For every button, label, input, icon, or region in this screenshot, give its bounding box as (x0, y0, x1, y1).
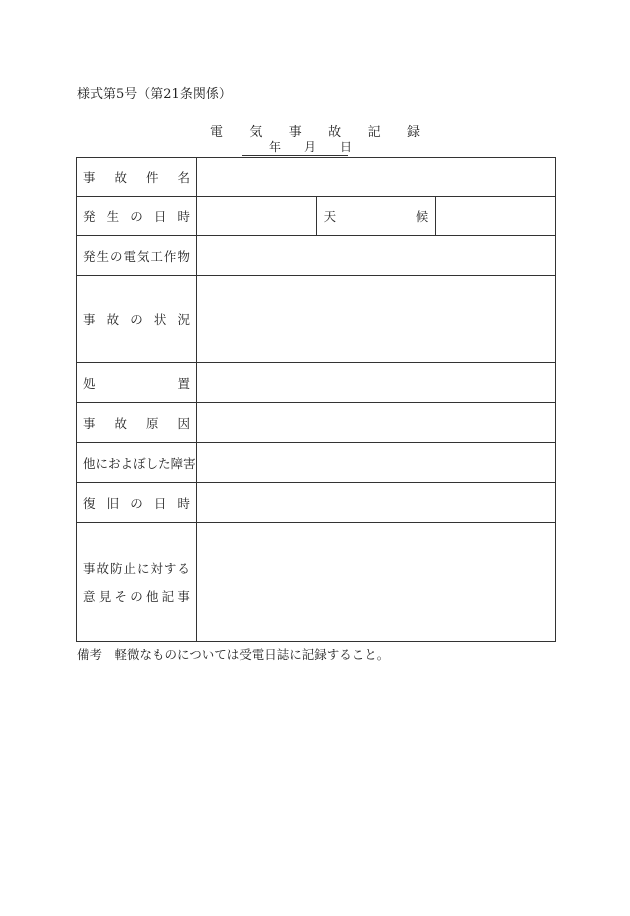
row-prevention-opinion (77, 523, 556, 642)
title-char: 記 (367, 125, 381, 140)
field-situation[interactable] (197, 276, 556, 363)
form-number: 様式第5号（第21条関係） (77, 87, 232, 102)
row-damage (77, 443, 556, 483)
row-facility (77, 236, 556, 276)
document-title (210, 121, 420, 140)
field-cause[interactable] (197, 403, 556, 443)
row-incident-name (77, 158, 556, 197)
record-date[interactable] (242, 140, 353, 156)
title-char: 気 (249, 125, 263, 140)
title-char: 故 (328, 125, 342, 140)
date-day-label: 日 (340, 140, 353, 154)
label-occurrence-datetime: 発 生 の 日 時 (77, 197, 197, 236)
label-restoration-datetime: 復 旧 の 日 時 (77, 483, 197, 523)
date-year-label: 年 (269, 140, 282, 154)
date-month-label: 月 (304, 140, 317, 154)
field-occurrence-datetime[interactable] (197, 197, 317, 236)
label-incident-name: 事 故 件 名 (77, 158, 197, 197)
row-restoration-datetime (77, 483, 556, 523)
field-damage[interactable] (197, 443, 556, 483)
field-weather[interactable] (436, 197, 556, 236)
title-char: 電 (210, 125, 224, 140)
title-char: 事 (288, 125, 302, 140)
field-prevention-opinion[interactable] (197, 523, 556, 642)
label-cause: 事 故 原 因 (77, 403, 197, 443)
remarks-note: 備考 軽微なものについては受電日誌に記録すること。 (77, 647, 390, 662)
label-damage: 他 に お よ ぼ し た 障 害 (77, 443, 197, 483)
label-prevention-opinion: 事 故 防 止 に 対 す る 意 見 そ の 他 記 事 (77, 523, 197, 642)
label-weather: 天 候 (316, 197, 436, 236)
row-cause (77, 403, 556, 443)
field-facility[interactable] (197, 236, 556, 276)
row-occurrence-datetime (77, 197, 556, 236)
field-incident-name[interactable] (197, 158, 556, 197)
field-restoration-datetime[interactable] (197, 483, 556, 523)
label-situation: 事 故 の 状 況 (77, 276, 197, 363)
record-table (76, 157, 556, 642)
field-measures[interactable] (197, 363, 556, 403)
row-situation (77, 276, 556, 363)
label-measures: 処 置 (77, 363, 197, 403)
label-facility: 発 生 の 電 気 工 作 物 (77, 236, 197, 276)
row-measures (77, 363, 556, 403)
title-char: 録 (406, 125, 420, 140)
